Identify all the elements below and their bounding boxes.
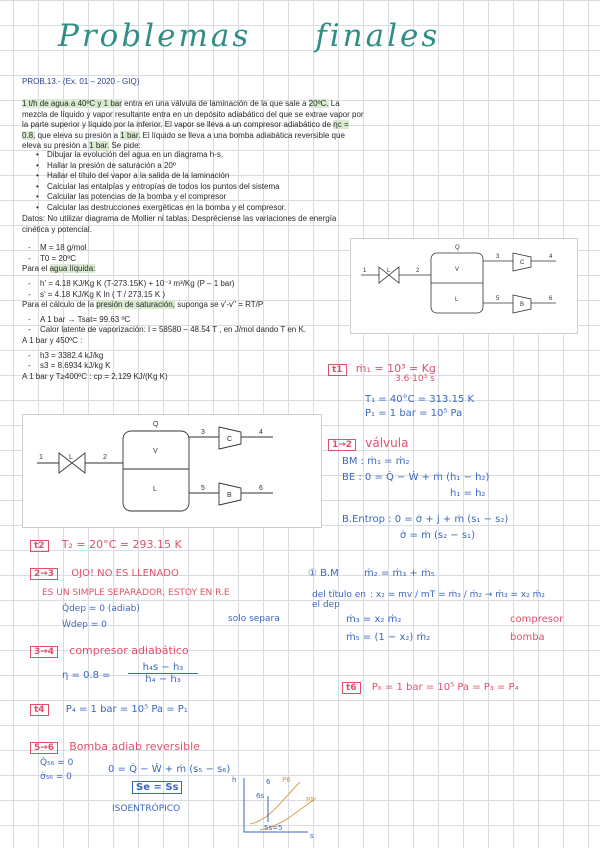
eta-lhs: η = 0.8 =: [62, 670, 111, 681]
at450-title: A 1 bar y 450ºC :: [22, 335, 83, 345]
node-5-label: 5: [496, 296, 500, 302]
node-6-label: 6: [549, 296, 553, 302]
formula-item: - h' = 4.18 KJ/Kg K (T-273.15K) + 10⁻³ m³/Kg (P – 1 bar): [22, 279, 362, 290]
step-5-6: [30, 740, 200, 754]
compresor-adiab-label: compresor adiabático: [69, 644, 189, 657]
node-3-label: 3: [496, 254, 500, 260]
node-3-label: 3: [201, 429, 205, 436]
saturation-label-highlight: presión de saturación,: [96, 300, 175, 310]
hs-point-6: 6: [266, 778, 271, 786]
title-word-finales: finales: [315, 18, 441, 54]
node-1-label: 1: [363, 268, 367, 274]
bomba-adiab-label: Bomba adiab reversible: [69, 740, 200, 753]
liquid-label-highlight: agua líquida:: [49, 264, 96, 274]
saturation-list: [22, 315, 362, 336]
note-t6: [342, 682, 519, 694]
tag-t6: t6: [342, 682, 361, 694]
hs-p5-label: P5: [306, 796, 315, 804]
be56-equation: 0 = Q̇ − Ẇ + ṁ (s₅ − s₆): [108, 764, 231, 775]
saturation-item: - A 1 bar → Tsat= 99.63 ºC: [22, 315, 362, 326]
bomba-label: bomba: [510, 632, 545, 643]
wdep-note: Ẇdep = 0: [62, 620, 107, 630]
tag-1-2: 1→2: [328, 439, 356, 451]
tag-t4: t4: [30, 704, 49, 716]
question-item: • Dibujar la evolución del agua en un diagrama h-s.: [36, 150, 356, 161]
statement-text: La mezcla de líquido y vapor resultante entra en un depósito adiabático del que se extrae vapor por la parte superior y líquido por la inferior. El vapor se lleva a un compresor adiabático de: [22, 99, 364, 130]
node-2-label: 2: [103, 454, 107, 461]
se-ss-box: [132, 782, 182, 793]
node-4-label: 4: [549, 254, 553, 260]
given-data: [22, 214, 362, 382]
note-t4: [30, 704, 188, 716]
x2-equation: : x₂ = mv / mT = ṁ₃ / ṁ₂ → ṁ₃ = x₂ ṁ₂: [370, 590, 546, 600]
hs-h-axis-label: h: [232, 776, 237, 784]
statement-highlight: 1 bar.: [89, 141, 110, 151]
title-word-problemas: Problemas: [58, 18, 252, 54]
tag-t2: t2: [30, 540, 49, 552]
T1-value: T₁ = 40°C = 313.15 K: [365, 394, 475, 405]
statement-text: El líquido se lleva a una bomba adiabática reversible que eleva su presión a: [22, 130, 345, 151]
titulo-label: del título en el dep: [312, 590, 366, 610]
tank-v-label: V: [455, 267, 460, 273]
qdep-note: Q̇dep = 0 (adiab): [62, 604, 140, 614]
tank-v-label: V: [153, 448, 158, 455]
constants-list: [22, 243, 362, 264]
tag-5-6: 5→6: [30, 742, 58, 754]
saturation-label-post: suponga se v'-v'' = RT/P: [174, 300, 264, 310]
tag-t1: t1: [328, 364, 347, 376]
liquid-formula-list: [22, 279, 362, 300]
P4-value: P₄ = 1 bar = 10⁵ Pa = P₁: [65, 704, 188, 715]
m1-equation: ṁ₁ = 10³ = Kg: [355, 362, 436, 375]
page-title: [58, 18, 440, 54]
ojo-note: OJO! NO ES LLENADO: [71, 568, 179, 579]
step-2-3: [30, 568, 179, 580]
sigma-equation: σ̇ = ṁ (s₂ − s₁): [400, 530, 475, 541]
eta-numerator: h₄s − h₃: [128, 662, 198, 674]
statement-highlight: 20ºC.: [308, 99, 329, 108]
be-equation: BE : 0 = Q̇ − Ẇ + ṁ (h₁ − h₂): [342, 472, 490, 483]
isoentropico-label: ISOENTRÓPICO: [112, 804, 181, 814]
saturation-item: - Calor latente de vaporización: l = 58580 – 48.54 T , en J/mol dando T en K.: [22, 325, 362, 336]
saturation-label-text: Para el cálculo de la: [22, 300, 97, 310]
saturation-label: [22, 300, 362, 311]
hs-p6-label: P6: [282, 776, 291, 784]
s56-note: σ̇₅₆ = 0: [40, 772, 72, 782]
eta-equation: [62, 670, 111, 681]
compressor-label: C: [227, 436, 233, 443]
statement-highlight: ηc = 0.8,: [22, 120, 349, 140]
question-item: • Calcular las entalpías y entropías de todos los puntos del sistema: [36, 182, 356, 193]
bm2-balance: ṁ₂ = ṁ₃ + ṁ₅: [364, 568, 435, 579]
tank-l-label: L: [153, 486, 157, 493]
node-4-label: 4: [259, 429, 263, 436]
tank-q-label: Q: [153, 421, 159, 428]
at450-list: [22, 351, 362, 372]
cp-line: A 1 bar y T≥400ºC : cp = 2,129 KJ/(Kg K): [22, 371, 168, 381]
step-1-2: [328, 436, 408, 451]
hs-point-6s: 6s: [256, 792, 265, 800]
valvula-label: válvula: [365, 436, 409, 450]
note-t2: [30, 538, 182, 552]
node-1-label: 1: [39, 454, 43, 461]
hs-point-5: 5s=5: [264, 824, 283, 832]
problem-heading: PROB.13.- (Ex. 01 – 2020 - GIQ): [22, 77, 140, 86]
statement-highlight: 1 bar.: [120, 130, 141, 140]
constant-item: - T0 = 20ºC: [22, 254, 362, 265]
hs-diagram: [230, 772, 340, 842]
compressor-label: C: [520, 260, 525, 266]
liquid-label-text: Para el: [22, 264, 50, 274]
bm-equation: BM : ṁ₁ = ṁ₂: [342, 456, 410, 467]
se-ss-equation: Se = Ss: [132, 781, 182, 794]
bm2-equation: [308, 568, 435, 579]
bentrop-equation: B.Entrop : 0 = σ̇ + j + ṁ (s₁ − s₂): [342, 514, 509, 525]
node-5-label: 5: [201, 485, 205, 492]
separador-note: ES UN SIMPLE SEPARADOR, ESTOY EN R.E: [42, 588, 230, 598]
tag-2-3: 2→3: [30, 568, 58, 580]
eta-denominator: h₄ − h₃: [145, 674, 181, 685]
solo-separa-note: solo separa: [228, 614, 280, 624]
isobar-p6: [250, 782, 300, 824]
step-3-4: [30, 644, 189, 658]
tank-l-label: L: [455, 297, 459, 303]
node-6-label: 6: [259, 485, 263, 492]
m1-denominator: 3.6·10³ s: [395, 374, 435, 384]
hs-s-axis-label: s: [310, 832, 314, 840]
question-item: • Hallar la presión de saturación a 20º: [36, 161, 356, 172]
question-item: • Calcular las destrucciones exergéticas en la bomba y el compresor.: [36, 203, 356, 214]
statement-text: entra en una válvula de laminación de la que sale a: [121, 99, 309, 108]
process-diagram-large: [22, 414, 322, 528]
question-item: • Hallar el título del vapor a la salida de la laminación: [36, 171, 356, 182]
q56-note: Q̇₅₆ = 0: [40, 758, 74, 768]
at450-item: - s3 = 8.6934 kJ/kg K: [22, 361, 362, 372]
statement-text: Se pide:: [109, 141, 141, 151]
node-2-label: 2: [416, 268, 420, 274]
m3-equation: ṁ₃ = x₂ ṁ₂: [346, 614, 402, 625]
constant-item: - M = 18 g/mol: [22, 243, 362, 254]
formula-item: - s' = 4.18 KJ/Kg K ln ( T / 273.15 K ): [22, 290, 362, 301]
statement-text: que eleva su presión a: [35, 130, 121, 140]
question-item: • Calcular las potencias de la bomba y el compresor: [36, 192, 356, 203]
tag-3-4: 3→4: [30, 646, 58, 658]
pump-label: B: [227, 492, 232, 499]
T2-value: T₂ = 20°C = 293.15 K: [61, 538, 182, 551]
valve-label: L: [387, 268, 391, 274]
liquid-label: [22, 264, 362, 275]
problem-statement: [22, 99, 364, 152]
tank-q-label: Q: [455, 245, 460, 251]
P1-value: P₁ = 1 bar = 10⁵ Pa: [365, 408, 463, 419]
compresor-label: compresor: [510, 614, 564, 625]
valve-label: L: [69, 454, 73, 461]
process-diagram-small: [350, 238, 578, 334]
eta-fraction: [128, 662, 198, 685]
question-list: [36, 150, 356, 214]
m5-equation: ṁ₅ = (1 − x₂) ṁ₂: [346, 632, 431, 643]
bm2-title: ① B.M: [308, 568, 339, 579]
at450-item: - h3 = 3382.4 kJ/kg: [22, 351, 362, 362]
pump-label: B: [520, 302, 525, 308]
datos-text: Datos: No utilizar diagrama de Mollier ni tablas. Despréciense las variaciones de energía cinética y potencial.: [22, 214, 337, 234]
P6-value: P₆ = 1 bar = 10⁵ Pa = P₃ = P₄: [371, 682, 519, 693]
statement-highlight: 1 t/h de agua a 40ºC y 1 bar: [22, 99, 122, 108]
h1-h2: h₁ = h₂: [450, 488, 486, 499]
